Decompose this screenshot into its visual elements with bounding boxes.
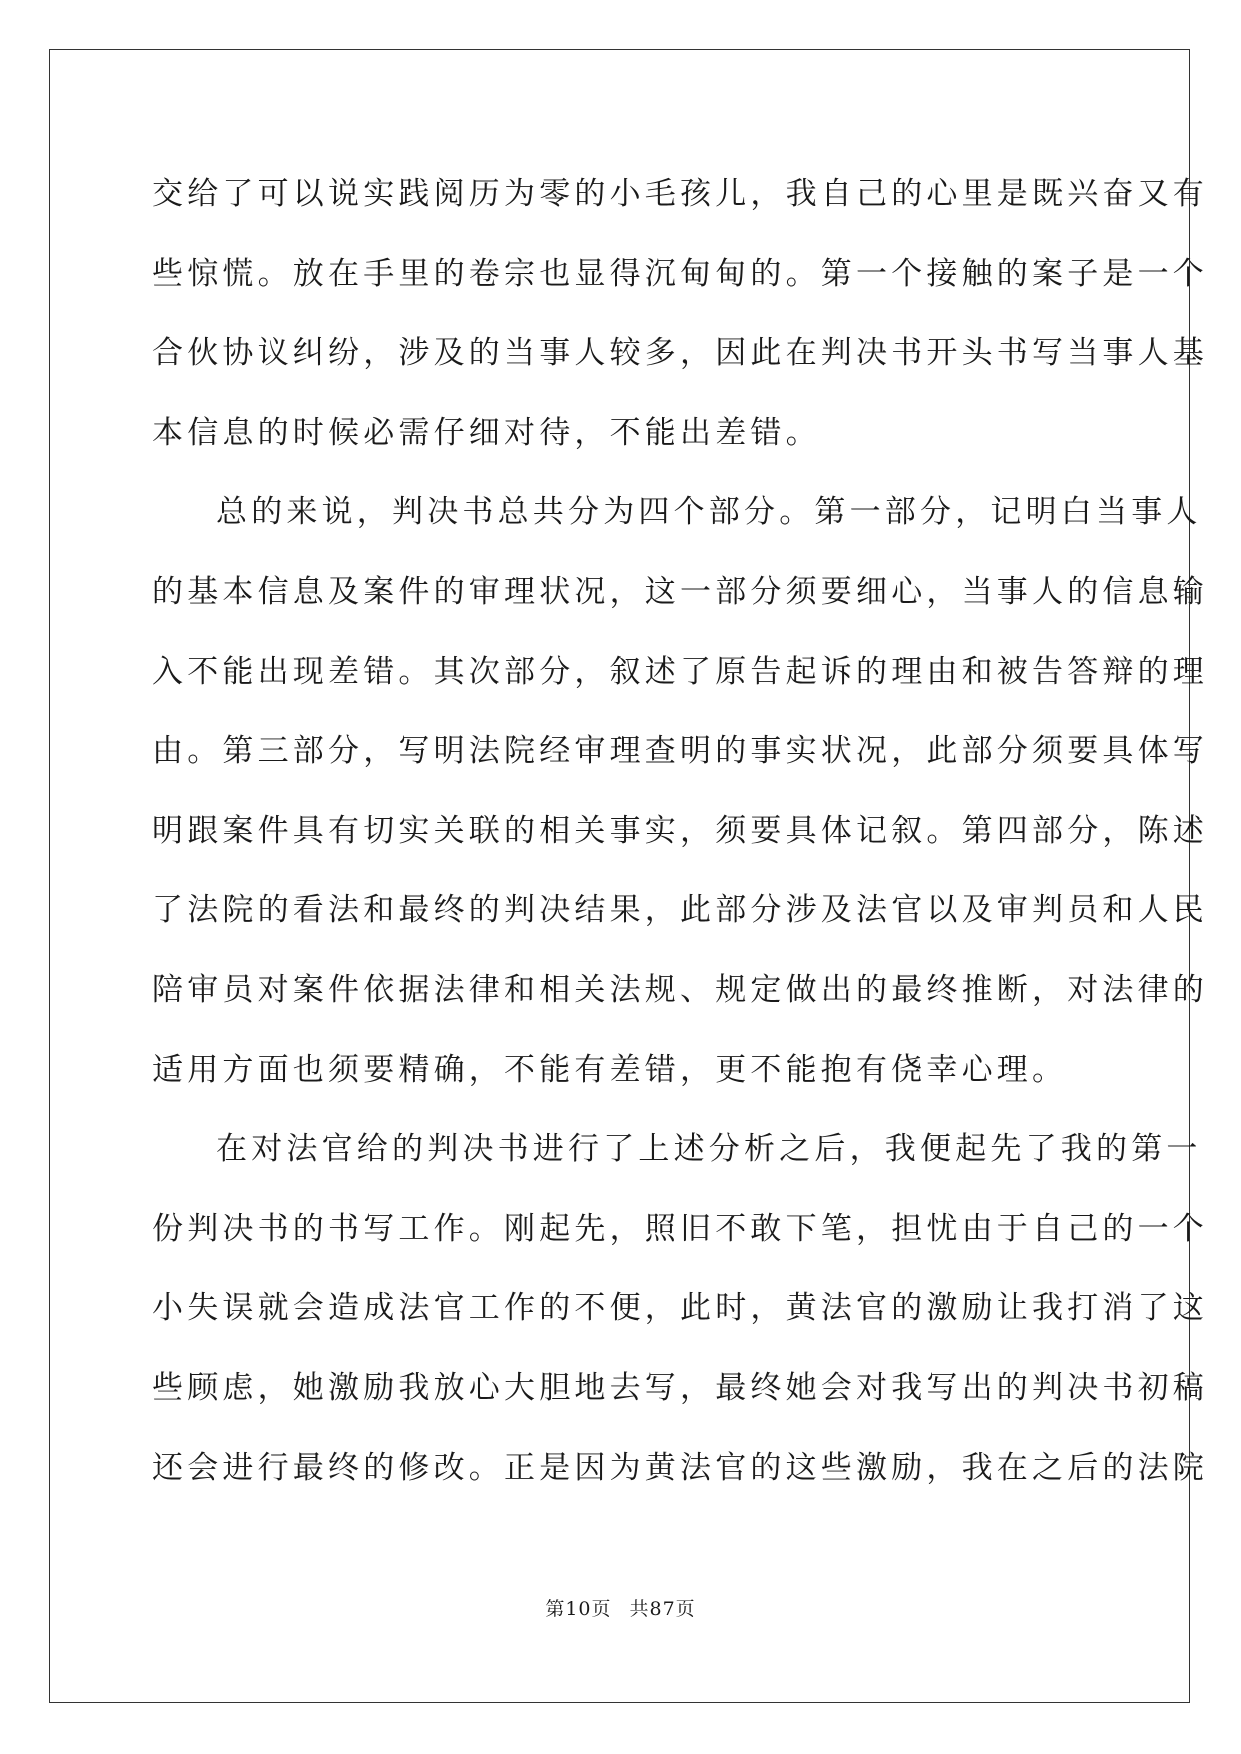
text-line: 入不能出现差错。其次部分，叙述了原告起诉的理由和被告答辩的理 [152, 653, 1208, 690]
text-line: 的基本信息及案件的审理状况，这一部分须要细心，当事人的信息输 [152, 573, 1208, 610]
text-line: 明跟案件具有切实关联的相关事实，须要具体记叙。第四部分，陈述 [152, 812, 1208, 849]
text-line: 陪审员对案件依据法律和相关法规、规定做出的最终推断，对法律的 [152, 971, 1208, 1008]
document-body [152, 155, 1208, 1508]
text-line: 份判决书的书写工作。刚起先，照旧不敢下笔，担忧由于自己的一个 [152, 1210, 1208, 1247]
text-line: 本信息的时候必需仔细对待，不能出差错。 [152, 414, 821, 451]
text-line: 了法院的看法和最终的判决结果，此部分涉及法官以及审判员和人民 [152, 892, 1208, 929]
text-line: 小失误就会造成法官工作的不便，此时，黄法官的激励让我打消了这 [152, 1290, 1208, 1327]
paragraph-start-line: 在对法官给的判决书进行了上述分析之后，我便起先了我的第一 [216, 1131, 1202, 1168]
text-line: 适用方面也须要精确，不能有差错，更不能抱有侥幸心理。 [152, 1051, 1068, 1088]
page-footer [0, 1594, 1241, 1621]
paragraph-start-line: 总的来说，判决书总共分为四个部分。第一部分，记明白当事人 [216, 494, 1202, 531]
text-line: 交给了可以说实践阅历为零的小毛孩儿，我自己的心里是既兴奋又有 [152, 176, 1208, 212]
text-line: 合伙协议纠纷，涉及的当事人较多，因此在判决书开头书写当事人基 [152, 335, 1208, 372]
text-line: 还会进行最终的修改。正是因为黄法官的这些激励，我在之后的法院 [152, 1449, 1208, 1486]
text-line: 些惊慌。放在手里的卷宗也显得沉甸甸的。第一个接触的案子是一个 [152, 255, 1208, 292]
text-line: 些顾虑，她激励我放心大胆地去写，最终她会对我写出的判决书初稿 [152, 1369, 1208, 1406]
text-line: 由。第三部分，写明法院经审理查明的事实状况，此部分须要具体写 [152, 733, 1208, 770]
page-number: 第10页 [545, 1598, 612, 1620]
page-total: 共87页 [629, 1598, 696, 1620]
